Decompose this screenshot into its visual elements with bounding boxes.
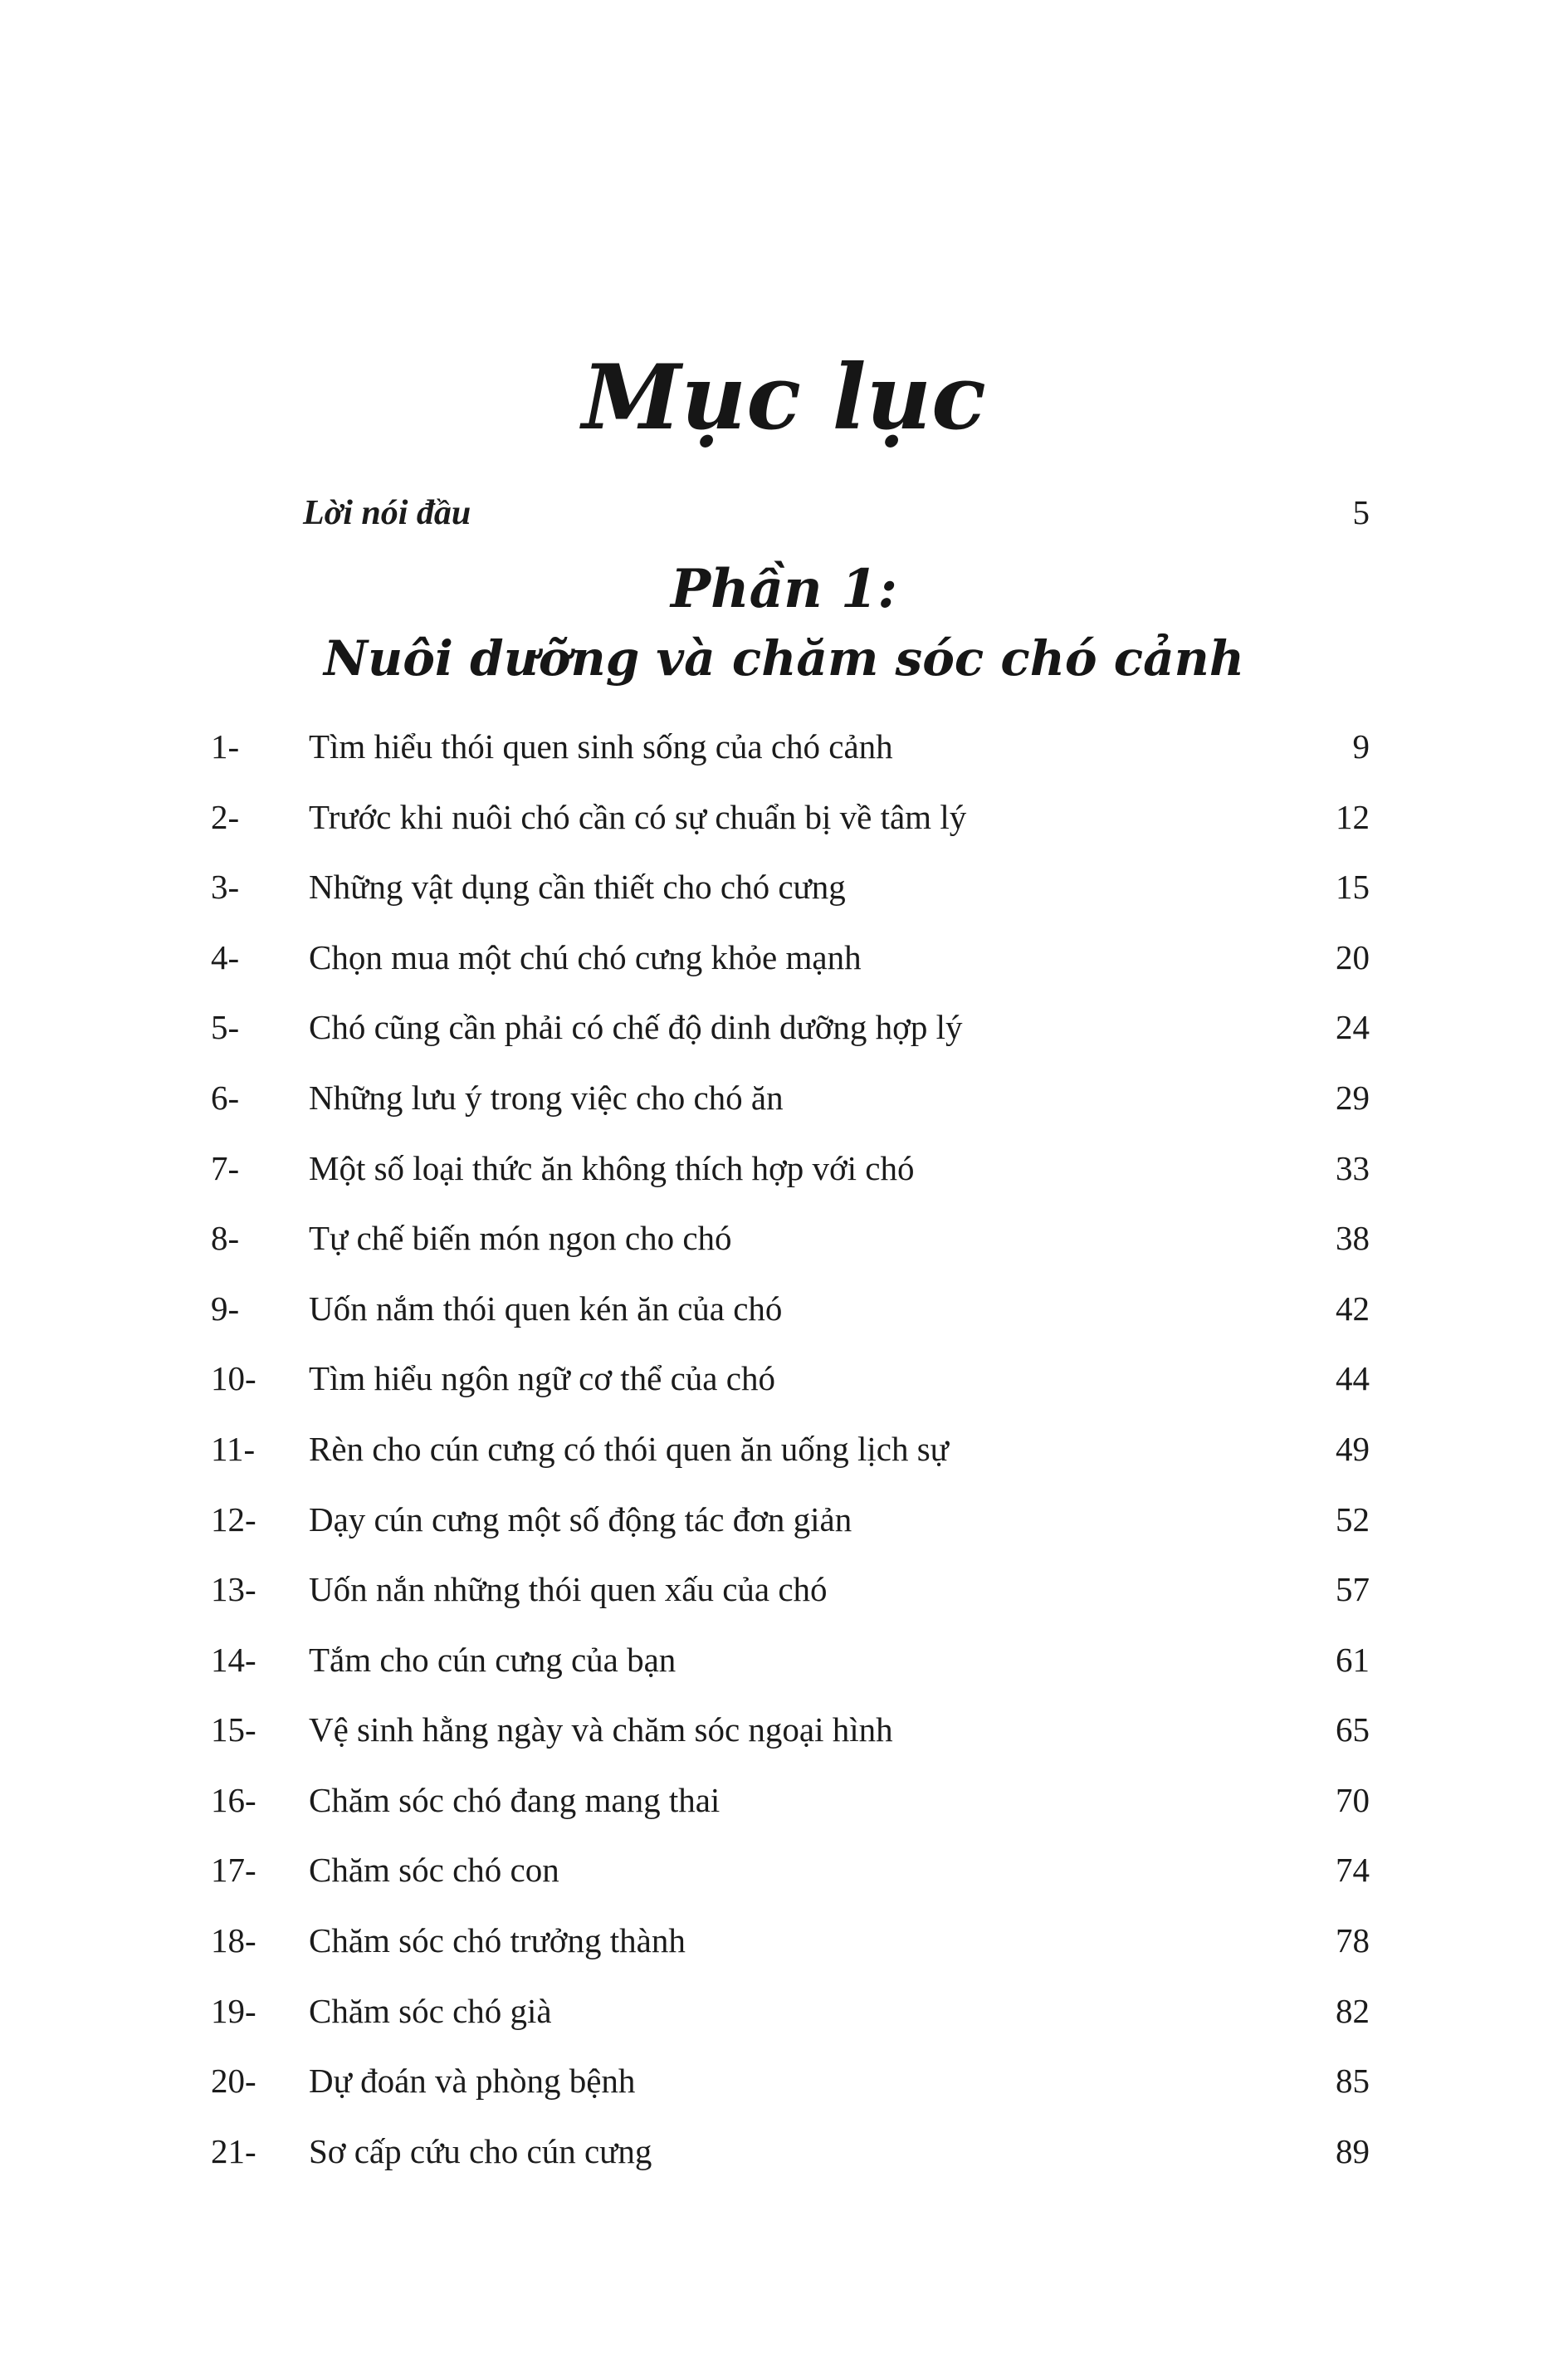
entry-page: 38 [1336,1219,1370,1258]
entry-title: Chăm sóc chó già [309,1991,552,2030]
toc-entry [211,1920,1370,1991]
entry-page: 20 [1336,937,1370,976]
page-title: Mục lục [582,345,986,450]
toc-entry [211,1078,1370,1148]
entry-title: Tìm hiểu thói quen sinh sống của chó cảnh [309,726,893,766]
toc-entry [211,867,1370,937]
entry-number: 7- [211,1148,240,1187]
toc-entry [211,1289,1370,1359]
toc-entry [211,2061,1370,2131]
entry-page: 9 [1352,726,1370,766]
part-heading-line2: Nuôi dưỡng và chăm sóc chó cảnh [324,629,1244,687]
entry-title: Dự đoán và phòng bệnh [309,2062,636,2101]
entry-page: 44 [1336,1359,1370,1398]
entry-title: Tắm cho cún cưng của bạn [309,1640,677,1679]
entry-page: 70 [1336,1780,1370,1819]
entry-number: 16- [211,1780,256,1819]
entry-number: 4- [211,937,240,976]
entry-title: Rèn cho cún cưng có thói quen ăn uống lịch sự [309,1429,949,1468]
toc-entry [211,1358,1370,1429]
toc-entry [211,1218,1370,1289]
entry-title: Dạy cún cưng một số động tác đơn giản [309,1499,852,1538]
entry-page: 33 [1336,1148,1370,1187]
entry-title: Chăm sóc chó trưởng thành [309,1921,686,1960]
entry-page: 12 [1336,797,1370,836]
entry-title: Chó cũng cần phải có chế độ dinh dưỡng hợp lý [309,1008,963,1047]
entry-number: 10- [211,1359,256,1398]
entry-title: Vệ sinh hằng ngày và chăm sóc ngoại hình [309,1710,893,1749]
entry-page: 82 [1336,1991,1370,2030]
entry-title: Tìm hiểu ngôn ngữ cơ thể của chó [309,1359,775,1398]
entry-page: 85 [1336,2062,1370,2101]
entry-page: 52 [1336,1499,1370,1538]
toc-entry [211,1499,1370,1570]
part-heading [0,556,1568,690]
entry-number: 6- [211,1078,240,1117]
toc-entry [211,1007,1370,1078]
toc-entry [211,797,1370,868]
entry-number: 18- [211,1921,256,1960]
toc-entry [211,1429,1370,1499]
entry-number: 3- [211,868,240,907]
entry-page: 24 [1336,1008,1370,1047]
entry-page: 49 [1336,1429,1370,1468]
entry-title: Những lưu ý trong việc cho chó ăn [309,1078,784,1117]
toc-entry [211,1148,1370,1219]
entry-number: 14- [211,1640,256,1679]
toc-entry [211,1569,1370,1640]
entry-number: 5- [211,1008,240,1047]
toc-entry [211,1640,1370,1710]
entry-title: Trước khi nuôi chó cần có sự chuẩn bị về tâm lý [309,797,967,836]
toc-entry [211,1991,1370,2062]
toc-entries [211,726,1370,2201]
foreword-label: Lời nói đầu [303,493,471,532]
toc-entry [211,726,1370,797]
entry-page: 15 [1336,868,1370,907]
entry-number: 15- [211,1710,256,1749]
entry-title: Chọn mua một chú chó cưng khỏe mạnh [309,937,862,976]
entry-page: 65 [1336,1710,1370,1749]
entry-number: 19- [211,1991,256,2030]
entry-number: 13- [211,1570,256,1609]
entry-number: 2- [211,797,240,836]
entry-number: 17- [211,1851,256,1890]
toc-entry [211,1710,1370,1780]
entry-title: Chăm sóc chó đang mang thai [309,1780,720,1819]
entry-page: 61 [1336,1640,1370,1679]
foreword-row [303,492,1370,533]
toc-entry [211,937,1370,1008]
entry-title: Chăm sóc chó con [309,1851,559,1890]
entry-number: 8- [211,1219,240,1258]
entry-title: Uốn nắn những thói quen xấu của chó [309,1570,828,1609]
entry-title: Sơ cấp cứu cho cún cưng [309,2131,652,2170]
toc-entry [211,2131,1370,2202]
entry-page: 42 [1336,1289,1370,1328]
toc-entry [211,1780,1370,1851]
entry-number: 11- [211,1429,256,1468]
part-heading-line1: Phần 1: [670,557,898,620]
entry-page: 74 [1336,1851,1370,1890]
entry-page: 57 [1336,1570,1370,1609]
entry-title: Tự chế biến món ngon cho chó [309,1219,732,1258]
foreword-page-number: 5 [1352,492,1370,531]
entry-number: 1- [211,726,240,766]
toc-entry [211,1850,1370,1920]
entry-number: 12- [211,1499,256,1538]
entry-page: 89 [1336,2131,1370,2170]
entry-title: Một số loại thức ăn không thích hợp với chó [309,1148,915,1187]
entry-number: 20- [211,2062,256,2101]
entry-page: 78 [1336,1921,1370,1960]
entry-page: 29 [1336,1078,1370,1117]
entry-number: 9- [211,1289,240,1328]
entry-title: Uốn nắm thói quen kén ăn của chó [309,1289,783,1328]
entry-title: Những vật dụng cần thiết cho chó cưng [309,868,846,907]
entry-number: 21- [211,2131,256,2170]
